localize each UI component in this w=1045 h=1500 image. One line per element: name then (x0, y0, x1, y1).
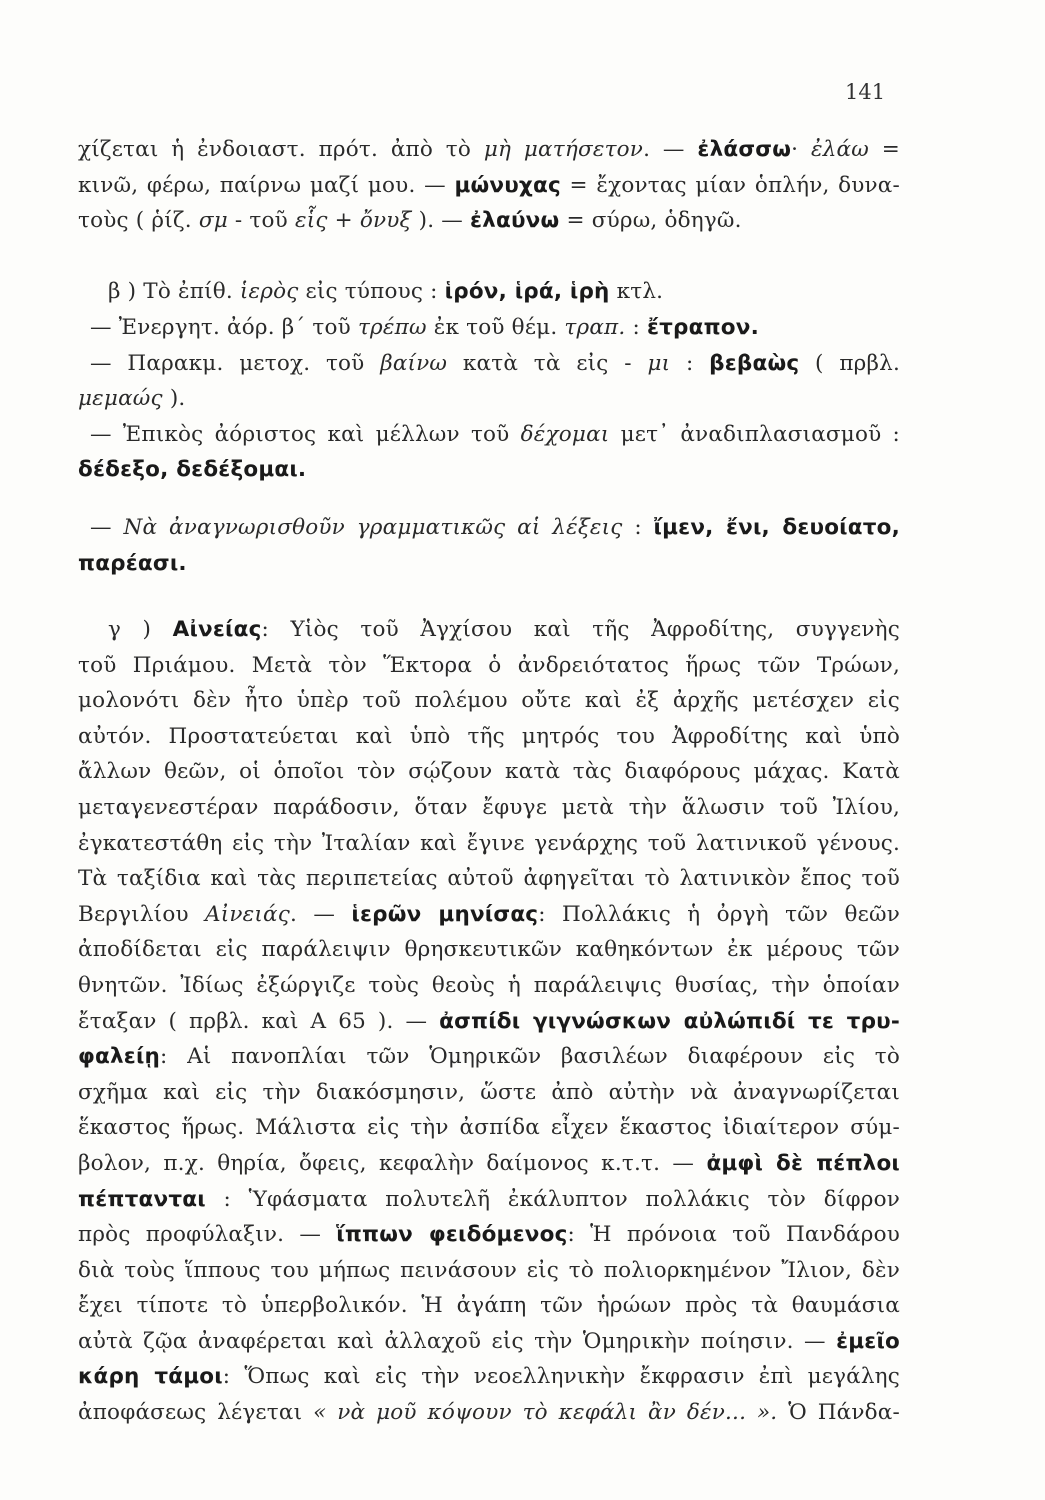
text-span-bold: ἔτραπον. (646, 315, 759, 340)
text-line (78, 683, 900, 719)
text-line (78, 168, 900, 204)
text-span-regular: κινῶ, φέρω, παίρνω μαζί μου. — (78, 172, 455, 198)
text-span-regular: σχῆμα καὶ εἰς τὴν διακόσμησιν, ὥστε ἀπὸ αὐτὴν νὰ ἀναγνωρίζεται (78, 1079, 900, 1105)
text-span-regular: : (670, 350, 710, 376)
text-span-italic: μι (647, 350, 671, 376)
text-span-bold: φαλείῃ (78, 1044, 161, 1070)
text-span-bold: ἐλαύνω (470, 208, 560, 234)
text-span-regular: ). — (411, 208, 471, 234)
text-span-regular: : Ὅπως καὶ εἰς τὴν νεοελληνικὴν ἔκφρασιν ἐπὶ μεγάλης (222, 1364, 901, 1390)
text-span-regular: ( πρβλ. (799, 350, 900, 376)
text-span-bold: βεβαὼς (709, 350, 800, 376)
text-line (78, 381, 900, 417)
text-line (78, 932, 900, 968)
text-span-regular: ἔχει τίποτε τὸ ὑπερβολικόν. Ἡ ἀγάπη τῶν ἡρώων πρὸς τὰ θαυμάσια (78, 1293, 900, 1319)
paragraph-alpha (78, 132, 900, 239)
text-line (78, 719, 900, 755)
text-line (78, 790, 900, 826)
text-span-bold: ἴμεν, ἔνι, δευοίατο, (653, 515, 900, 540)
text-span-regular: . — (643, 137, 698, 162)
text-line (78, 968, 900, 1004)
text-span-regular: ἔταξαν ( πρβλ. καὶ Α 65 ). — (78, 1008, 440, 1034)
text-span-italic: εἷς + ὄνυξ (294, 208, 412, 234)
text-span-italic: « νὰ μοῦ κόψουν τὸ κεφάλι ἂν δέν... ». (313, 1400, 778, 1426)
text-line (78, 861, 900, 897)
text-line (78, 826, 900, 862)
text-span-regular: Τὰ ταξίδια καὶ τὰς περιπετείας αὐτοῦ ἀφηγεῖται τὸ λατινικὸν ἔπος τοῦ (78, 866, 900, 892)
text-span-regular: ἐκ τοῦ θέμ. (426, 315, 565, 340)
text-span-regular: αὐτόν. Προστατεύεται καὶ ὑπὸ τῆς μητρός του Ἀφροδίτης καὶ ὑπὸ (78, 723, 900, 749)
text-span-italic: Νὰ ἀναγνωρισθοῦν γραμματικῶς αἱ λέξεις (123, 515, 623, 540)
text-span-regular: χίζεται ἡ ἐνδοιαστ. πρότ. ἀπὸ τὸ (78, 137, 484, 162)
paragraph-beta-verbs (78, 310, 900, 488)
text-span-regular: διὰ τοὺς ἵππους του μήπως πεινάσουν εἰς τὸ πολιορκημένον Ἴλιον, δὲν (78, 1257, 900, 1283)
text-span-regular: Ὁ Πάνδα- (777, 1400, 900, 1426)
text-line (78, 1004, 900, 1040)
text-span-regular: ). (162, 386, 186, 412)
text-span-regular: : (622, 515, 654, 540)
text-span-italic: ἱερὸς (239, 279, 299, 304)
text-span-italic: μὴ ματήσετον (483, 137, 644, 162)
text-line (78, 1324, 900, 1360)
text-span-regular: βολον, π.χ. θηρία, ὄφεις, κεφαλὴν δαίμονος κ.τ.τ. — (78, 1150, 707, 1176)
text-span-bold: ἱερῶν μηνίσας (351, 901, 539, 927)
text-line (78, 648, 900, 684)
text-span-regular: μετ᾽ ἀναδιπλασιασμοῦ : (609, 421, 900, 447)
text-span-regular: τοῦ Πριάμου. Μετὰ τὸν Ἕκτορα ὁ ἀνδρειότατος ἥρως τῶν Τρώων, (78, 652, 900, 678)
text-span-regular: τοὺς ( ῥίζ. (78, 208, 199, 234)
text-span-italic: μεμαώς (78, 386, 163, 412)
text-line (78, 1146, 900, 1182)
text-span-regular: ἀποφάσεως λέγεται (78, 1400, 314, 1426)
text-span-regular: - τοῦ (227, 208, 295, 234)
paragraph-beta (108, 274, 900, 310)
text-span-regular: — Παρακμ. μετοχ. τοῦ (90, 350, 381, 376)
text-span-regular: γ ) (108, 617, 173, 642)
text-span-bold: ἱρόν, ἱρά, ἱρὴ (444, 279, 610, 304)
text-line (78, 1182, 900, 1218)
text-span-regular: · (791, 137, 811, 162)
text-span-regular: β ) Τὸ ἐπίθ. (108, 279, 240, 304)
text-line (78, 452, 900, 488)
text-span-regular: μολονότι δὲν ἦτο ὑπὲρ τοῦ πολέμου οὔτε καὶ ἐξ ἀρχῆς μετέσχεν εἰς (78, 688, 900, 714)
text-line (78, 310, 900, 346)
text-span-regular: = ἔχοντας μίαν ὁπλήν, δυνα- (560, 172, 900, 198)
text-span-italic: τρέπω (357, 315, 427, 340)
text-span-bold: ἀμφὶ δὲ πέπλοι (706, 1150, 901, 1176)
text-span-bold: μώνυχας (454, 172, 561, 198)
paragraph-exercise (78, 510, 900, 581)
text-line (78, 1395, 900, 1431)
text-span-regular: εἰς τύπους : (298, 279, 445, 304)
text-span-regular: αὐτὰ ζῷα ἀναφέρεται καὶ ἀλλαχοῦ εἰς τὴν Ὁμηρικὴν ποίησιν. — (78, 1328, 837, 1354)
text-span-regular: : Ἡ πρόνοια τοῦ Πανδάρου (567, 1222, 900, 1248)
text-line (78, 897, 900, 933)
text-line (78, 1288, 900, 1324)
text-line (108, 274, 900, 310)
text-line (78, 417, 900, 453)
text-span-regular: : (625, 315, 647, 340)
text-span-regular: μεταγενεστέραν παράδοσιν, ὅταν ἔφυγε μετὰ τὴν ἅλωσιν τοῦ Ἰλίου, (78, 794, 900, 820)
text-span-regular: Βεργιλίου (78, 901, 206, 927)
text-line (78, 1039, 900, 1075)
text-span-italic: τραπ. (564, 315, 626, 340)
text-span-regular: ἐγκατεστάθη εἰς τὴν Ἰταλίαν καὶ ἔγινε γενάρχης τοῦ λατινικοῦ γένους. (78, 830, 900, 856)
text-line (78, 1217, 900, 1253)
text-span-regular: κτλ. (609, 279, 664, 304)
text-span-bold: ἐλάσσω (697, 137, 792, 162)
text-span-regular: = σύρω, ὁδηγῶ. (559, 208, 742, 234)
text-span-bold: ἐμεῖο (836, 1328, 900, 1354)
text-line (78, 510, 900, 546)
text-line (78, 1110, 900, 1146)
text-line (78, 1075, 900, 1111)
text-line (78, 132, 900, 168)
text-line (78, 203, 900, 239)
text-span-regular: : Υἱὸς τοῦ Ἀγχίσου καὶ τῆς Ἀφροδίτης, συγγενὴς (261, 617, 900, 642)
text-span-regular: : Πολλάκις ἡ ὀργὴ τῶν θεῶν (538, 901, 900, 927)
text-line (78, 612, 900, 648)
text-span-italic: βαίνω (380, 350, 448, 376)
text-span-regular: . — (290, 901, 352, 927)
text-span-bold: δέδεξο, δεδέξομαι. (78, 457, 307, 483)
text-line (78, 1253, 900, 1289)
text-span-regular: ἕκαστος ἥρως. Μάλιστα εἰς τὴν ἀσπίδα εἶχεν ἕκαστος ἰδιαίτερον σύμ- (78, 1115, 900, 1141)
text-span-regular: κατὰ τὰ εἰς - (447, 350, 648, 376)
text-span-bold: Αἰνείας (172, 617, 262, 642)
text-span-regular: — (90, 515, 124, 540)
text-span-italic: δέχομαι (520, 421, 610, 447)
text-span-bold: κάρη τάμοι (78, 1364, 223, 1390)
text-line (78, 754, 900, 790)
page-number: 141 (845, 80, 886, 104)
text-span-regular: : Ὑφάσματα πολυτελῆ ἐκάλυπτον πολλάκις τὸν δίφρον (205, 1186, 900, 1212)
text-span-regular: ἄλλων θεῶν, οἱ ὁποῖοι τὸν σῴζουν κατὰ τὰς διαφόρους μάχας. Κατὰ (78, 759, 900, 785)
text-span-regular: πρὸς προφύλαξιν. — (78, 1222, 337, 1248)
text-span-bold: ἀσπίδι γιγνώσκων αὐλώπιδί τε τρυ- (439, 1008, 901, 1034)
text-line (78, 546, 900, 582)
text-span-regular: : Αἱ πανοπλίαι τῶν Ὁμηρικῶν βασιλέων διαφέρουν εἰς τὸ (160, 1044, 900, 1070)
paragraph-gamma (78, 612, 900, 1431)
text-line (78, 1359, 900, 1395)
text-span-bold: παρέασι. (78, 550, 187, 576)
text-span-italic: ἐλάω (810, 137, 869, 162)
text-span-regular: = (868, 137, 900, 162)
text-line (78, 346, 900, 382)
text-span-italic: σμ (198, 208, 228, 234)
text-span-regular: ἀποδίδεται εἰς παράλειψιν θρησκευτικῶν καθηκόντων ἐκ μέρους τῶν (78, 937, 900, 963)
text-span-regular: — Ἐνεργητ. ἀόρ. β΄ τοῦ (90, 315, 358, 340)
text-span-regular: — Ἐπικὸς ἀόριστος καὶ μέλλων τοῦ (90, 421, 521, 447)
text-span-bold: ἵππων φειδόμενος (336, 1222, 568, 1248)
text-span-italic: Αἰνειάς (205, 901, 291, 927)
text-span-bold: πέπτανται (78, 1186, 206, 1212)
text-span-regular: θνητῶν. Ἰδίως ἐξώργιζε τοὺς θεοὺς ἡ παράλειψις θυσίας, τὴν ὁποίαν (78, 972, 900, 998)
